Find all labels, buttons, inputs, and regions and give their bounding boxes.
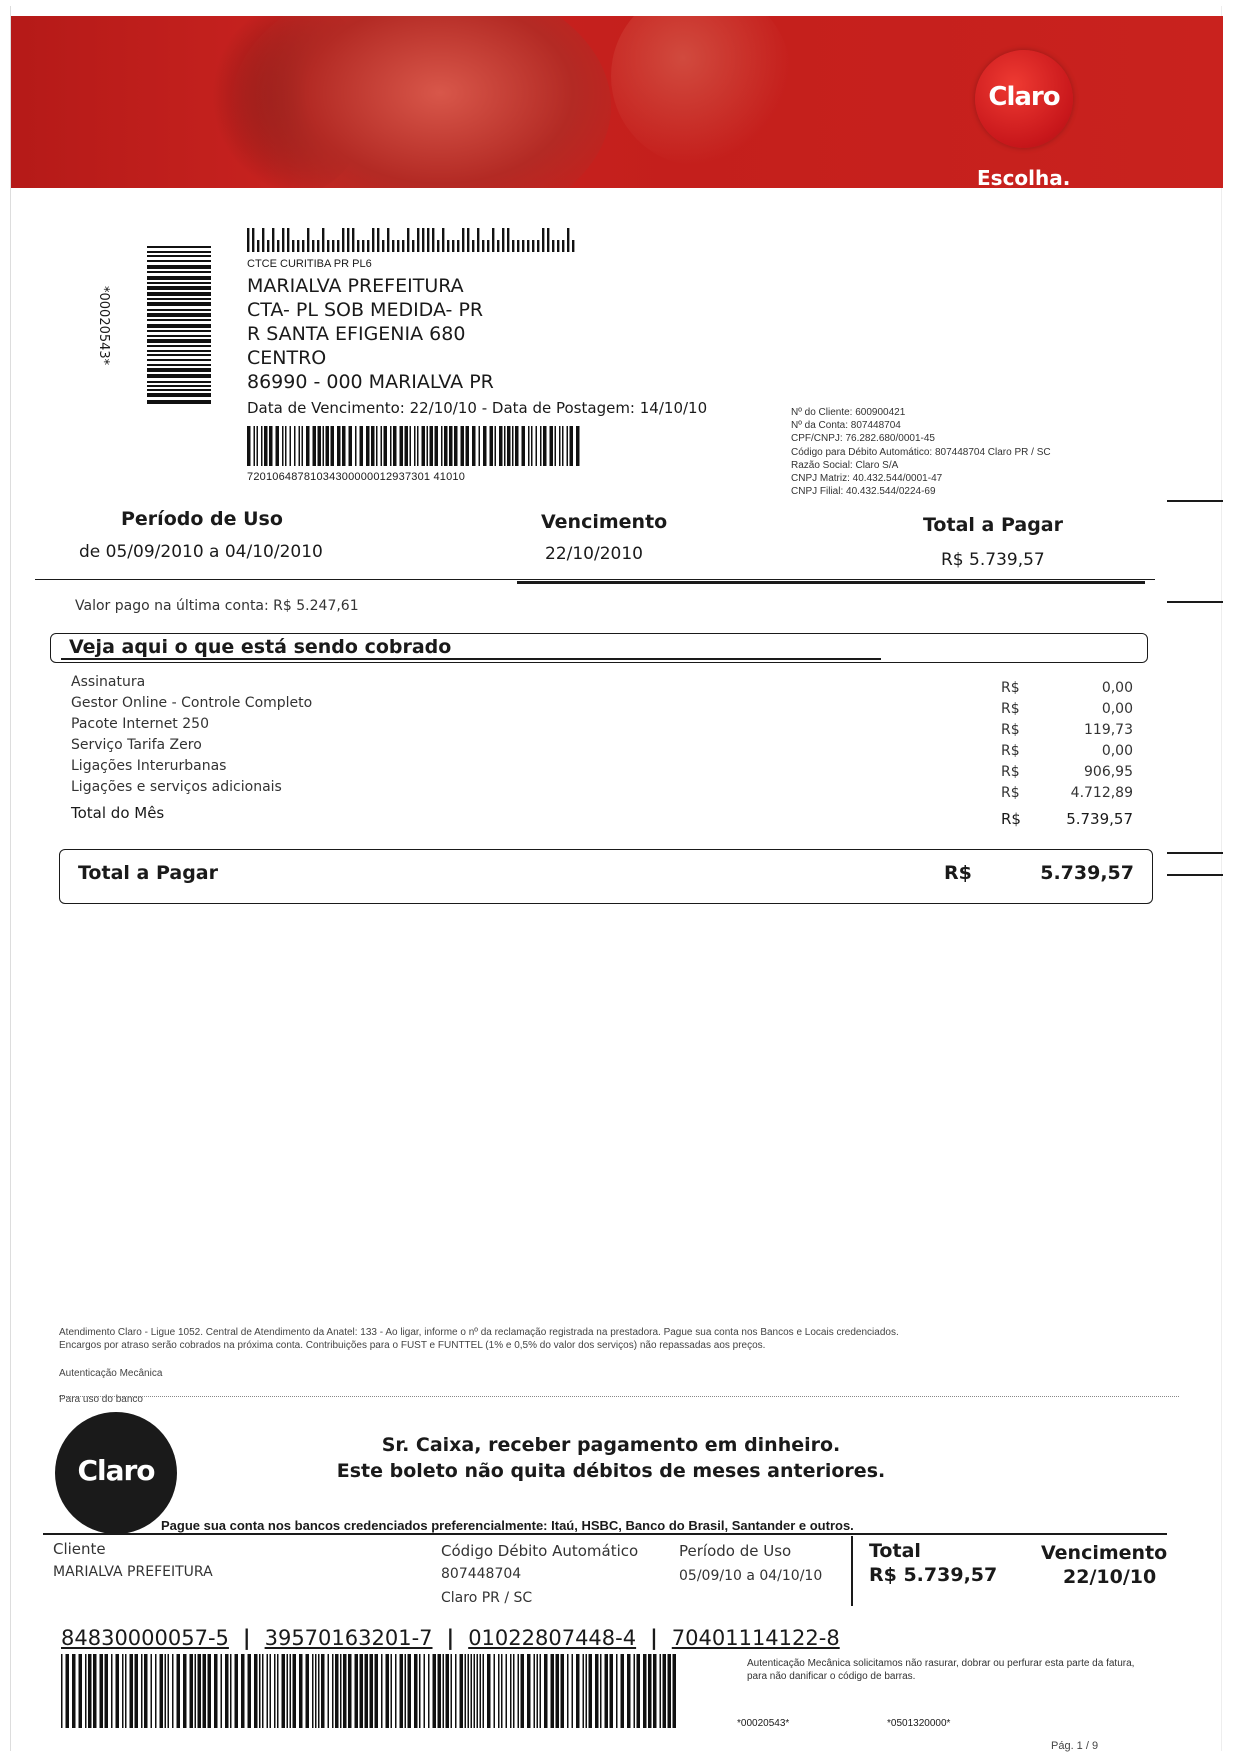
address-line-2: CTA- PL SOB MEDIDA- PR: [247, 299, 484, 321]
address-barcode-number: 72010648781034300000012937301 41010: [247, 471, 466, 483]
charge-name: Serviço Tarifa Zero: [71, 737, 202, 753]
charges-section-header: [50, 633, 1148, 663]
charge-row: [71, 674, 1141, 695]
page-number: Pág. 1 / 9: [1051, 1740, 1099, 1752]
bank-use-label: Para uso do banco: [59, 1394, 143, 1405]
pay-total-value: 5.739,57: [1040, 862, 1134, 884]
fold-mark: [1167, 874, 1223, 876]
digitable-seg-2: 39570163201-7: [264, 1626, 433, 1650]
stub-due-label: Vencimento: [1041, 1542, 1168, 1564]
vencimento-value: 22/10/2010: [545, 544, 643, 564]
mailing-address: [247, 259, 707, 416]
charge-row: [71, 758, 1141, 779]
charge-value: 0,00: [1101, 680, 1133, 696]
stub-period-label: Período de Uso: [679, 1542, 792, 1560]
charge-currency: R$: [1001, 722, 1020, 738]
tagline: Escolha.: [977, 166, 1071, 188]
charge-value: 4.712,89: [1070, 785, 1133, 801]
stub-debit-value-2: Claro PR / SC: [441, 1590, 533, 1606]
cashier-notice: [211, 1432, 1011, 1484]
month-total-currency: R$: [1001, 810, 1021, 828]
charges-list: [71, 674, 1141, 832]
banner-photo: [231, 16, 611, 188]
charge-value: 906,95: [1084, 764, 1133, 780]
month-total-label: Total do Mês: [71, 804, 165, 822]
month-total-value: 5.739,57: [1066, 810, 1133, 828]
charge-currency: R$: [1001, 743, 1020, 759]
footer-code-2: *0501320000*: [887, 1718, 951, 1729]
footer-code-1: *00020543*: [737, 1718, 790, 1729]
stub-debit-value: 807448704: [441, 1566, 522, 1582]
charge-name: Ligações e serviços adicionais: [71, 779, 282, 795]
total-value: R$ 5.739,57: [941, 550, 1045, 570]
periodo-value: de 05/09/2010 a 04/10/2010: [79, 542, 323, 562]
charge-row: [71, 779, 1141, 800]
charge-name: Pacote Internet 250: [71, 716, 209, 732]
charge-row: [71, 716, 1141, 737]
pay-total-currency: R$: [944, 862, 972, 884]
charge-value: 0,00: [1101, 743, 1133, 759]
charge-row: [71, 737, 1141, 758]
total-label: Total a Pagar: [923, 514, 1063, 536]
address-line-3: R SANTA EFIGENIA 680: [247, 323, 466, 345]
claro-logo-footer: [55, 1412, 177, 1534]
address-line-5: 86990 - 000 MARIALVA PR: [247, 371, 494, 393]
recipient-name: MARIALVA PREFEITURA: [247, 275, 464, 297]
account-info: [791, 406, 1051, 498]
claro-logo-footer-text: Claro: [77, 1454, 155, 1487]
charge-currency: R$: [1001, 680, 1020, 696]
charges-section-underline: [61, 658, 881, 660]
periodo-label: Período de Uso: [121, 508, 283, 530]
cnpj-matriz: CNPJ Matriz: 40.432.544/0001-47: [791, 473, 943, 485]
account-number: Nº da Conta: 807448704: [791, 420, 901, 432]
charge-row: [71, 695, 1141, 716]
claro-logo-text: Claro: [988, 82, 1060, 112]
charge-value: 119,73: [1084, 722, 1133, 738]
month-total-row: [71, 804, 1141, 832]
side-barcode-number: *00020543*: [96, 286, 111, 366]
stub-client-value: MARIALVA PREFEITURA: [53, 1564, 213, 1580]
pay-total-label: Total a Pagar: [78, 862, 218, 884]
client-number: Nº do Cliente: 600900421: [791, 407, 906, 418]
charge-name: Assinatura: [71, 674, 146, 690]
sort-line: CTCE CURITIBA PR PL6: [247, 258, 372, 270]
fine-print: [59, 1326, 899, 1352]
side-barcode: [147, 246, 211, 406]
digitable-seg-4: 70401114122-8: [671, 1626, 840, 1650]
charges-section-title: Veja aqui o que está sendo cobrado: [69, 636, 452, 658]
cnpj-filial: CNPJ Filial: 40.432.544/0224-69: [791, 486, 936, 498]
cut-line: [59, 1396, 1179, 1397]
charge-name: Ligações Interurbanas: [71, 758, 227, 774]
payment-barcode: [61, 1654, 681, 1728]
address-barcode: [247, 426, 583, 466]
pay-total-box: [59, 849, 1153, 904]
stub-total-value: R$ 5.739,57: [869, 1564, 998, 1586]
cpf-cnpj: CPF/CNPJ: 76.282.680/0001-45: [791, 433, 935, 445]
claro-logo: [975, 50, 1073, 148]
digitable-seg-3: 01022807448-4: [468, 1626, 637, 1650]
stub-total-label: Total: [869, 1540, 921, 1562]
cashier-notice-line-1: Sr. Caixa, receber pagamento em dinheiro.: [381, 1434, 841, 1456]
digitable-seg-1: 84830000057-5: [61, 1626, 229, 1650]
header-banner: [11, 16, 1223, 188]
fold-mark: [1167, 500, 1223, 502]
digitable-line: 84830000057-5 | 39570163201-7 | 01022807448-4 | 70401114122-8: [61, 1626, 840, 1650]
preferred-banks: Pague sua conta nos bancos credenciados preferencialmente: Itaú, HSBC, Banco do Brasil, Santander e outros.: [161, 1518, 854, 1533]
fine-print-line-2: Encargos por atraso serão cobrados na próxima conta. Contribuições para o FUST e FUNTTEL (1% e 0,5% do valor dos serviços) não repassadas aos preços.: [59, 1340, 766, 1351]
postnet-barcode: [247, 228, 587, 252]
company-name: Razão Social: Claro S/A: [791, 459, 899, 471]
charge-currency: R$: [1001, 701, 1020, 717]
fine-print-line-1: Atendimento Claro - Ligue 1052. Central de Atendimento da Anatel: 133 - Ao ligar, informe o nº da reclamação registrada na prestadora. Pague sua conta nos Bancos e Locais credenciados.: [59, 1327, 899, 1338]
auth-note: Autenticação Mecânica solicitamos não rasurar, dobrar ou perfurar esta parte da fatura, para não danificar o código de barras.: [747, 1658, 1135, 1682]
stub-divider: [851, 1536, 853, 1606]
stub-debit-label: Código Débito Automático: [441, 1542, 639, 1560]
stub-period-value: 05/09/10 a 04/10/10: [679, 1568, 823, 1584]
stub-due-value: 22/10/10: [1063, 1566, 1157, 1588]
vencimento-label: Vencimento: [541, 511, 668, 533]
last-paid: Valor pago na última conta: R$ 5.247,61: [75, 598, 359, 614]
charge-currency: R$: [1001, 764, 1020, 780]
charge-value: 0,00: [1101, 701, 1133, 717]
banner-photo-arm: [611, 16, 791, 166]
charge-name: Gestor Online - Controle Completo: [71, 695, 313, 711]
auto-debit-code: Código para Débito Automático: 807448704 Claro PR / SC: [791, 446, 1051, 458]
stub-client-label: Cliente: [53, 1540, 106, 1558]
mechanical-auth-label: Autenticação Mecânica: [59, 1368, 163, 1379]
fold-mark: [1167, 601, 1223, 603]
stub-rule-top: [43, 1533, 1167, 1535]
address-line-4: CENTRO: [247, 347, 327, 369]
charge-currency: R$: [1001, 785, 1020, 801]
fold-mark: [1167, 852, 1223, 854]
summary-rule-thin: [35, 579, 1155, 580]
cashier-notice-line-2: Este boleto não quita débitos de meses anteriores.: [336, 1460, 886, 1482]
summary-rule-thick: [517, 581, 1145, 584]
due-post-dates: Data de Vencimento: 22/10/10 - Data de Postagem: 14/10/10: [247, 399, 708, 417]
invoice-page: [10, 6, 1222, 1751]
